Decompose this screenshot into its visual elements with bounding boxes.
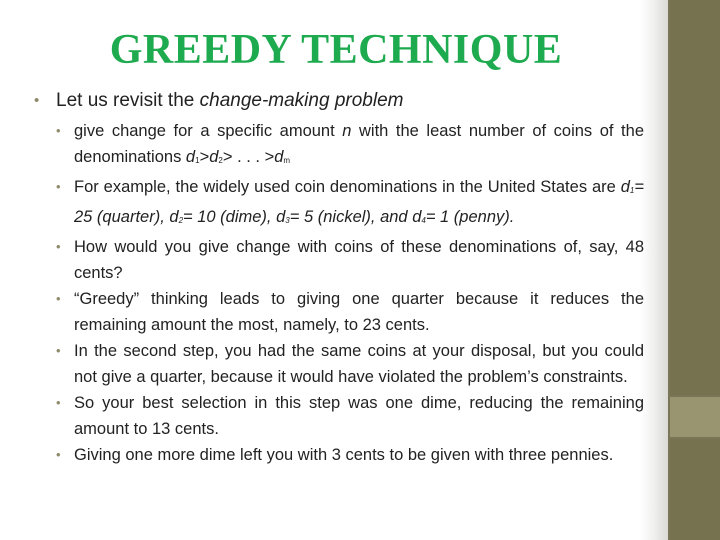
- main-bullet: [34, 88, 644, 114]
- bullet-icon: •: [56, 123, 61, 138]
- shadow-strip: [640, 0, 668, 540]
- text-segment: How would you give change with coins of these denominations of, say, 48 cents?: [74, 238, 644, 282]
- subscript: 3: [285, 216, 290, 225]
- sub-bullet-6: [54, 390, 644, 442]
- bullet-icon: •: [56, 291, 61, 306]
- var-d: d: [169, 208, 179, 226]
- text-segment: = 10 (dime),: [183, 208, 277, 226]
- main-bullet-prefix: Let us revisit the: [56, 90, 200, 111]
- text-segment: = 1 (penny).: [425, 208, 515, 226]
- var-d: d: [274, 148, 284, 166]
- subscript: 2: [178, 216, 184, 225]
- sub-bullet-2: [54, 174, 644, 234]
- text-segment: > . . . >: [222, 148, 275, 166]
- subscript: m: [283, 156, 291, 165]
- bullet-icon: •: [56, 447, 61, 462]
- var-d: d: [185, 148, 196, 166]
- sub-bullet-list: [34, 118, 644, 468]
- text-segment: So your best selection in this step was one dime, reducing the remaining amount to 13 cents.: [74, 394, 644, 438]
- bullet-icon: •: [56, 343, 61, 358]
- bullet-icon: •: [56, 239, 61, 254]
- sub-bullet-4: [54, 286, 644, 338]
- sidebar-block-bottom: [670, 439, 720, 540]
- bullet-icon: •: [56, 179, 61, 194]
- sub-bullet-1: [54, 118, 644, 174]
- text-segment: with the least number of coins of the denominations: [74, 122, 644, 166]
- text-segment: = 25 (quarter),: [74, 178, 644, 226]
- var-d: d: [276, 208, 286, 226]
- var-n: n: [342, 122, 352, 140]
- var-d: d: [620, 178, 630, 196]
- text-segment: give change for a specific amount: [74, 122, 343, 140]
- sidebar-block-top: [670, 0, 720, 395]
- text-segment: Giving one more dime left you with 3 cents to be given with three pennies.: [74, 446, 614, 464]
- subscript: 1: [629, 186, 635, 195]
- subscript: 2: [218, 156, 223, 165]
- bullet-icon: •: [34, 92, 40, 109]
- text-segment: For example, the widely used coin denominations in the United States are: [74, 178, 621, 196]
- subscript: 4: [421, 216, 426, 225]
- var-d: d: [412, 208, 422, 226]
- var-d: d: [209, 148, 219, 166]
- sub-bullet-7: [54, 442, 644, 468]
- text-segment: >: [199, 148, 210, 166]
- bullet-icon: •: [56, 395, 61, 410]
- subscript: 1: [195, 156, 200, 165]
- text-segment: “Greedy” thinking leads to giving one quarter because it reduces the remaining amount the most, namely, to 23 cents.: [74, 290, 644, 334]
- text-segment: = 5 (nickel), and: [289, 208, 413, 226]
- sub-bullet-5: [54, 338, 644, 390]
- slide-title: GREEDY TECHNIQUE: [109, 27, 563, 73]
- text-segment: In the second step, you had the same coins at your disposal, but you could not give a quarter, because it would have violated the problem’s constraints.: [74, 342, 644, 386]
- sidebar-accent-block: [670, 397, 720, 437]
- slide-content: [34, 88, 644, 468]
- sub-bullet-3: [54, 234, 644, 286]
- main-bullet-emphasis: change-making problem: [199, 90, 404, 111]
